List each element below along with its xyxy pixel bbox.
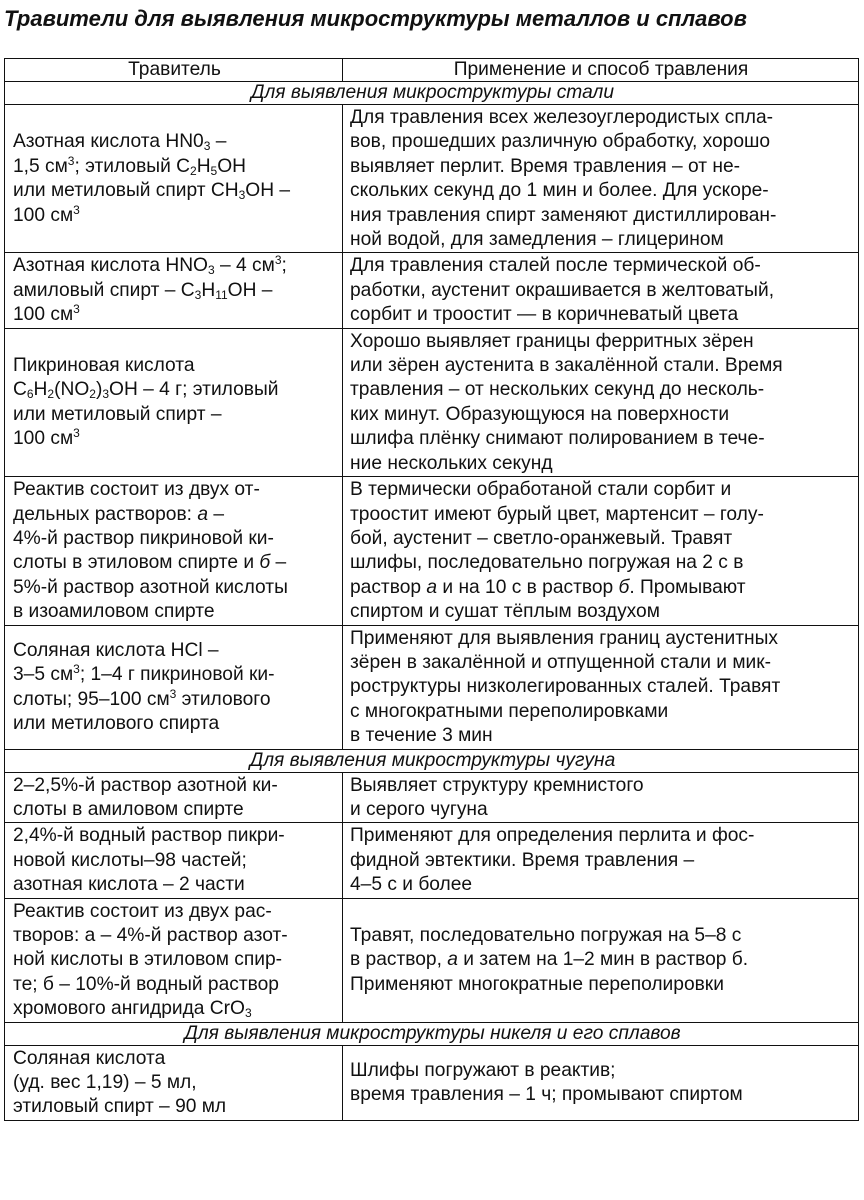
cell-line: Азотная кислота $HN0_3$ – (13, 131, 227, 154)
etchant-cell (5, 253, 343, 328)
cell-line: и серого чугуна (350, 798, 488, 820)
cell-line: Реактив состоит из двух от- (13, 479, 260, 501)
cell-line: ной водой, для замедления – глицерином (350, 229, 724, 251)
cell-line: 4%-й раствор пикриновой ки- (13, 527, 274, 549)
cell-line: 3–5 $см^3$; 1–4 г пикриновой ки- (13, 662, 275, 686)
application-cell (343, 898, 859, 1022)
cell-line: Выявляет структуру кремнистого (350, 774, 644, 796)
application-cell (343, 625, 859, 749)
application-cell (343, 253, 859, 328)
section-title-steel: Для выявления микроструктуры стали (5, 82, 859, 105)
cell-line: слоты в амиловом спирте (13, 798, 244, 820)
section-row-cast-iron (5, 749, 859, 772)
cell-line: амиловый спирт – $C_3H_{11}OH$ – (13, 279, 273, 302)
table-row (5, 823, 859, 898)
cell-line: шлифы, последовательно погружая на 2 с в (350, 552, 744, 574)
application-cell (343, 328, 859, 476)
table-row (5, 328, 859, 476)
table-row (5, 105, 859, 253)
table-row (5, 625, 859, 749)
cell-line: $C_6H_2(NO_2)_3OH - 4$ г; этиловый (13, 379, 279, 402)
cell-line: троостит имеют бурый цвет, мартенсит – голу- (350, 503, 764, 525)
cell-line: 2,4%-й водный раствор пикри- (13, 825, 285, 847)
application-cell (343, 772, 859, 823)
table-row (5, 1045, 859, 1120)
cell-line: ких минут. Образующуюся на поверхности (350, 403, 730, 425)
etchant-cell (5, 328, 343, 476)
cell-line: раствор а и на 10 с в раствор б. Промывают (350, 576, 746, 598)
cell-line: 5%-й раствор азотной кислоты (13, 576, 288, 598)
cell-line: время травления – 1 ч; промывают спиртом (350, 1084, 743, 1106)
section-title-nickel: Для выявления микроструктуры никеля и его сплавов (5, 1022, 859, 1045)
cell-line: или зёрен аустенита в закалённой стали. Время (350, 355, 783, 377)
table-header-row (5, 59, 859, 82)
table-row (5, 772, 859, 823)
cell-line: Для травления всех железоуглеродистых спла- (350, 107, 774, 128)
cell-line: дельных растворов: а – (13, 503, 224, 525)
cell-line: в изоамиловом спирте (13, 601, 215, 623)
cell-line: Применяют для выявления границ аустенитных (350, 627, 778, 649)
section-title-cast-iron: Для выявления микроструктуры чугуна (5, 749, 859, 772)
table-row (5, 253, 859, 328)
cell-line: или метиловый спирт – (13, 403, 222, 425)
cell-line: вов, прошедших различную обработку, хорошо (350, 131, 771, 153)
etchant-cell (5, 772, 343, 823)
section-row-steel (5, 82, 859, 105)
cell-line: те; б – 10%-й водный раствор (13, 973, 279, 995)
cell-line: 100 $см^3$ (13, 426, 80, 450)
cell-line: Травят, последовательно погружая на 5–8 с (350, 925, 742, 946)
application-cell (343, 823, 859, 898)
cell-line: в течение 3 мин (350, 725, 493, 747)
cell-line: спиртом и сушат тёплым воздухом (350, 601, 660, 623)
header-etchant: Травитель (5, 59, 343, 82)
cell-line: новой кислоты–98 частей; (13, 849, 247, 871)
cell-line: ние нескольких секунд (350, 452, 553, 474)
cell-line: этиловый спирт – 90 мл (13, 1096, 227, 1118)
cell-line: Шлифы погружают в реактив; (350, 1059, 616, 1081)
cell-line: (уд. вес 1,19) – 5 мл, (13, 1072, 197, 1094)
page-title: Травители для выявления микроструктуры металлов и сплавов (4, 6, 747, 31)
cell-line: фидной эвтектики. Время травления – (350, 849, 695, 871)
cell-line: хромового ангидрида CrO$_3$ (13, 998, 252, 1021)
etchants-table (4, 58, 859, 1121)
cell-line: в раствор, а и затем на 1–2 мин в раствор б. (350, 949, 749, 971)
cell-line: или метиловый спирт $CH_3OH$ – (13, 180, 291, 203)
cell-line: 1,5 $см^3$; этиловый $C_2H_5OH$ (13, 153, 247, 178)
cell-line: слоты; 95–100 $см^3$ этилового (13, 686, 271, 710)
cell-line: работки, аустенит окрашивается в желтоватый, (350, 279, 775, 301)
table-row (5, 898, 859, 1022)
cell-line: с многократными переполировками (350, 700, 669, 722)
cell-line: 2–2,5%-й раствор азотной ки- (13, 774, 278, 796)
cell-line: Применяют многократные переполировки (350, 973, 724, 995)
etchant-cell (5, 477, 343, 625)
cell-line: Применяют для определения перлита и фос- (350, 825, 755, 847)
application-cell (343, 105, 859, 253)
cell-line: бой, аустенит – светло-оранжевый. Травят (350, 527, 733, 549)
cell-line: ния травления спирт заменяют дистиллирован- (350, 204, 777, 226)
cell-line: 4–5 с и более (350, 874, 473, 896)
application-cell (343, 1045, 859, 1120)
cell-line: 100 $см^3$ (13, 302, 80, 326)
application-cell (343, 477, 859, 625)
table-row (5, 477, 859, 625)
etchant-cell (5, 898, 343, 1022)
cell-line: Азотная кислота $HNO_3 - 4$ $см^3$; (13, 253, 287, 278)
etchant-cell (5, 1045, 343, 1120)
cell-line: травления – от нескольких секунд до несколь- (350, 379, 765, 401)
cell-line: зёрен в закалённой и отпущенной стали и мик- (350, 651, 772, 673)
cell-line: Пикриновая кислота (13, 355, 195, 377)
cell-line: В термически обработаной стали сорбит и (350, 479, 732, 501)
cell-line: 100 $см^3$ (13, 202, 80, 226)
header-application: Применение и способ травления (343, 59, 859, 82)
cell-line: ной кислоты в этиловом спир- (13, 949, 283, 971)
cell-line: Для травления сталей после термической об- (350, 255, 761, 277)
cell-line: выявляет перлит. Время травления – от не- (350, 155, 741, 177)
cell-line: шлифа плёнку снимают полированием в тече- (350, 428, 765, 450)
cell-line: творов: а – 4%-й раствор азот- (13, 925, 288, 946)
cell-line: Соляная кислота HCl – (13, 639, 219, 661)
cell-line: Реактив состоит из двух рас- (13, 900, 272, 922)
cell-line: роструктуры низколегированных сталей. Травят (350, 676, 781, 698)
etchant-cell (5, 823, 343, 898)
cell-line: Хорошо выявляет границы ферритных зёрен (350, 330, 754, 352)
cell-line: азотная кислота – 2 части (13, 874, 245, 896)
cell-line: слоты в этиловом спирте и б – (13, 552, 287, 574)
cell-line: сорбит и троостит — в коричневатый цвета (350, 304, 739, 326)
cell-line: или метилового спирта (13, 712, 220, 734)
section-row-nickel (5, 1022, 859, 1045)
cell-line: скольких секунд до 1 мин и более. Для ускоре- (350, 180, 769, 202)
cell-line: Соляная кислота (13, 1047, 166, 1069)
etchant-cell (5, 105, 343, 253)
etchant-cell (5, 625, 343, 749)
